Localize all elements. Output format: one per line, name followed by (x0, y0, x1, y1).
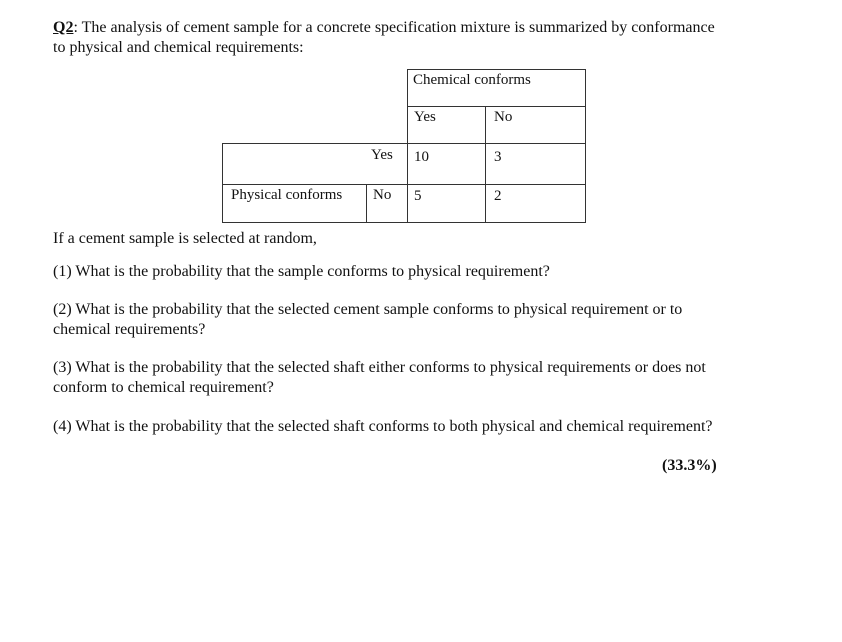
part-3-line1: (3) What is the probability that the selected shaft either conforms to physical requirements or does not (53, 359, 706, 376)
table-border (485, 106, 486, 223)
table-border (407, 106, 586, 107)
table-border (585, 69, 586, 223)
question-intro-line1: Q2: The analysis of cement sample for a concrete specification mixture is summarized by conformance (53, 19, 715, 36)
row-group-header: Physical conforms (231, 187, 343, 203)
part-2-line2: chemical requirements? (53, 321, 206, 338)
cell-no-yes: 5 (414, 188, 422, 204)
cell-yes-yes: 10 (414, 149, 429, 165)
table-border (222, 184, 586, 185)
part-1-line1: (1) What is the probability that the sample conforms to physical requirement? (53, 263, 550, 280)
table-border (222, 143, 223, 223)
question-label: Q2 (53, 19, 74, 36)
table-border (407, 69, 408, 223)
cell-yes-no: 3 (494, 149, 502, 165)
row-header-no: No (373, 187, 392, 203)
part-3-line2: conform to chemical requirement? (53, 379, 274, 396)
answer-text: (33.3%) (662, 457, 717, 474)
col-header-no: No (494, 109, 513, 125)
prompt-text: If a cement sample is selected at random, (53, 230, 317, 247)
row-header-yes: Yes (371, 147, 393, 163)
col-group-header: Chemical conforms (413, 72, 531, 88)
question-intro-line2: to physical and chemical requirements: (53, 39, 304, 56)
table-border (366, 184, 367, 222)
col-header-yes: Yes (414, 109, 436, 125)
part-2-line1: (2) What is the probability that the selected cement sample conforms to physical requirement or to (53, 301, 683, 318)
table-border (407, 69, 586, 70)
table-border (222, 143, 586, 144)
cell-no-no: 2 (494, 188, 502, 204)
table-border (222, 222, 586, 223)
part-4-line1: (4) What is the probability that the selected shaft conforms to both physical and chemical requirement? (53, 418, 713, 435)
